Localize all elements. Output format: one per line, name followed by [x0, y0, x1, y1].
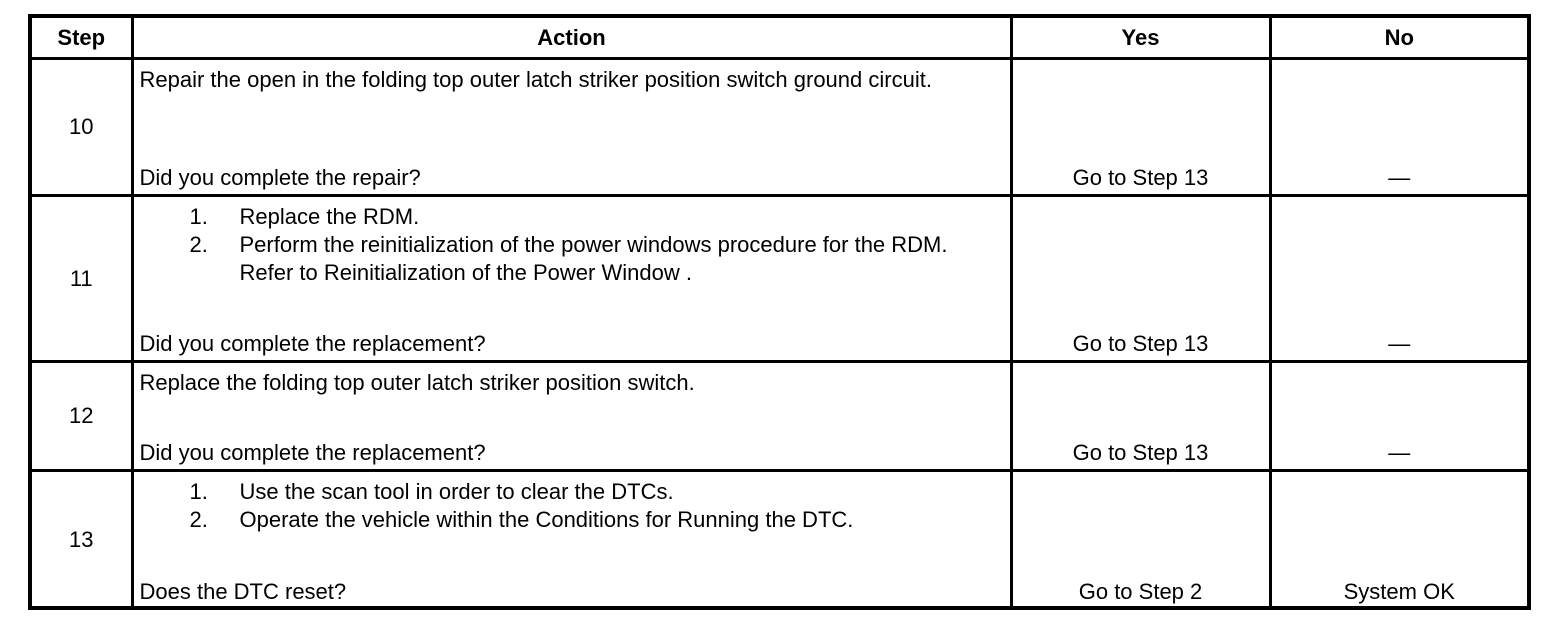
table-row: [32, 59, 1527, 196]
no-result: —: [1388, 331, 1411, 356]
no-cell: [1270, 362, 1527, 471]
yes-result: Go to Step 13: [1072, 165, 1209, 190]
header-no: No: [1270, 18, 1527, 59]
no-result: —: [1388, 165, 1411, 190]
header-yes: Yes: [1011, 18, 1270, 59]
question-text: Did you complete the replacement?: [139, 440, 486, 465]
list-item: 2. Operate the vehicle within the Conditions for Running the DTC.: [189, 507, 854, 532]
action-steps: [140, 478, 1004, 534]
yes-result: Go to Step 2: [1078, 578, 1203, 604]
action-cell: [132, 362, 1011, 471]
question-text: Did you complete the repair?: [139, 165, 421, 190]
action-cell: [132, 196, 1011, 362]
yes-cell: [1011, 59, 1270, 196]
diagnostic-table: [28, 14, 1531, 610]
no-cell: [1270, 471, 1527, 608]
yes-cell: [1011, 362, 1270, 471]
list-item: 2. Perform the reinitialization of the power windows procedure for the RDM. Refer to Reinitialization of the Power Window .: [189, 232, 948, 285]
no-result: System OK: [1343, 578, 1455, 604]
list-item: 1. Use the scan tool in order to clear the DTCs.: [189, 479, 674, 504]
yes-cell: [1011, 471, 1270, 608]
action-steps: [140, 203, 1004, 287]
header-step: Step: [32, 18, 132, 59]
step-number: 11: [32, 196, 132, 362]
table-row: [32, 196, 1527, 362]
table-row: [32, 471, 1527, 608]
question-text: Did you complete the replacement?: [139, 331, 486, 356]
question-text: Does the DTC reset?: [139, 578, 347, 604]
no-result: —: [1388, 440, 1411, 465]
header-action: Action: [132, 18, 1011, 59]
action-text: Replace the folding top outer latch striker position switch.: [139, 370, 695, 395]
list-item: 1. Replace the RDM.: [189, 204, 420, 229]
yes-result: Go to Step 13: [1072, 331, 1209, 356]
step-number: 13: [32, 471, 132, 608]
action-cell: [132, 59, 1011, 196]
yes-result: Go to Step 13: [1072, 440, 1209, 465]
step-number: 12: [32, 362, 132, 471]
step-number: 10: [32, 59, 132, 196]
yes-cell: [1011, 196, 1270, 362]
no-cell: [1270, 59, 1527, 196]
action-cell: [132, 471, 1011, 608]
no-cell: [1270, 196, 1527, 362]
header-row: [32, 18, 1527, 59]
action-text: Repair the open in the folding top outer latch striker position switch ground circuit.: [139, 67, 932, 92]
table-row: [32, 362, 1527, 471]
